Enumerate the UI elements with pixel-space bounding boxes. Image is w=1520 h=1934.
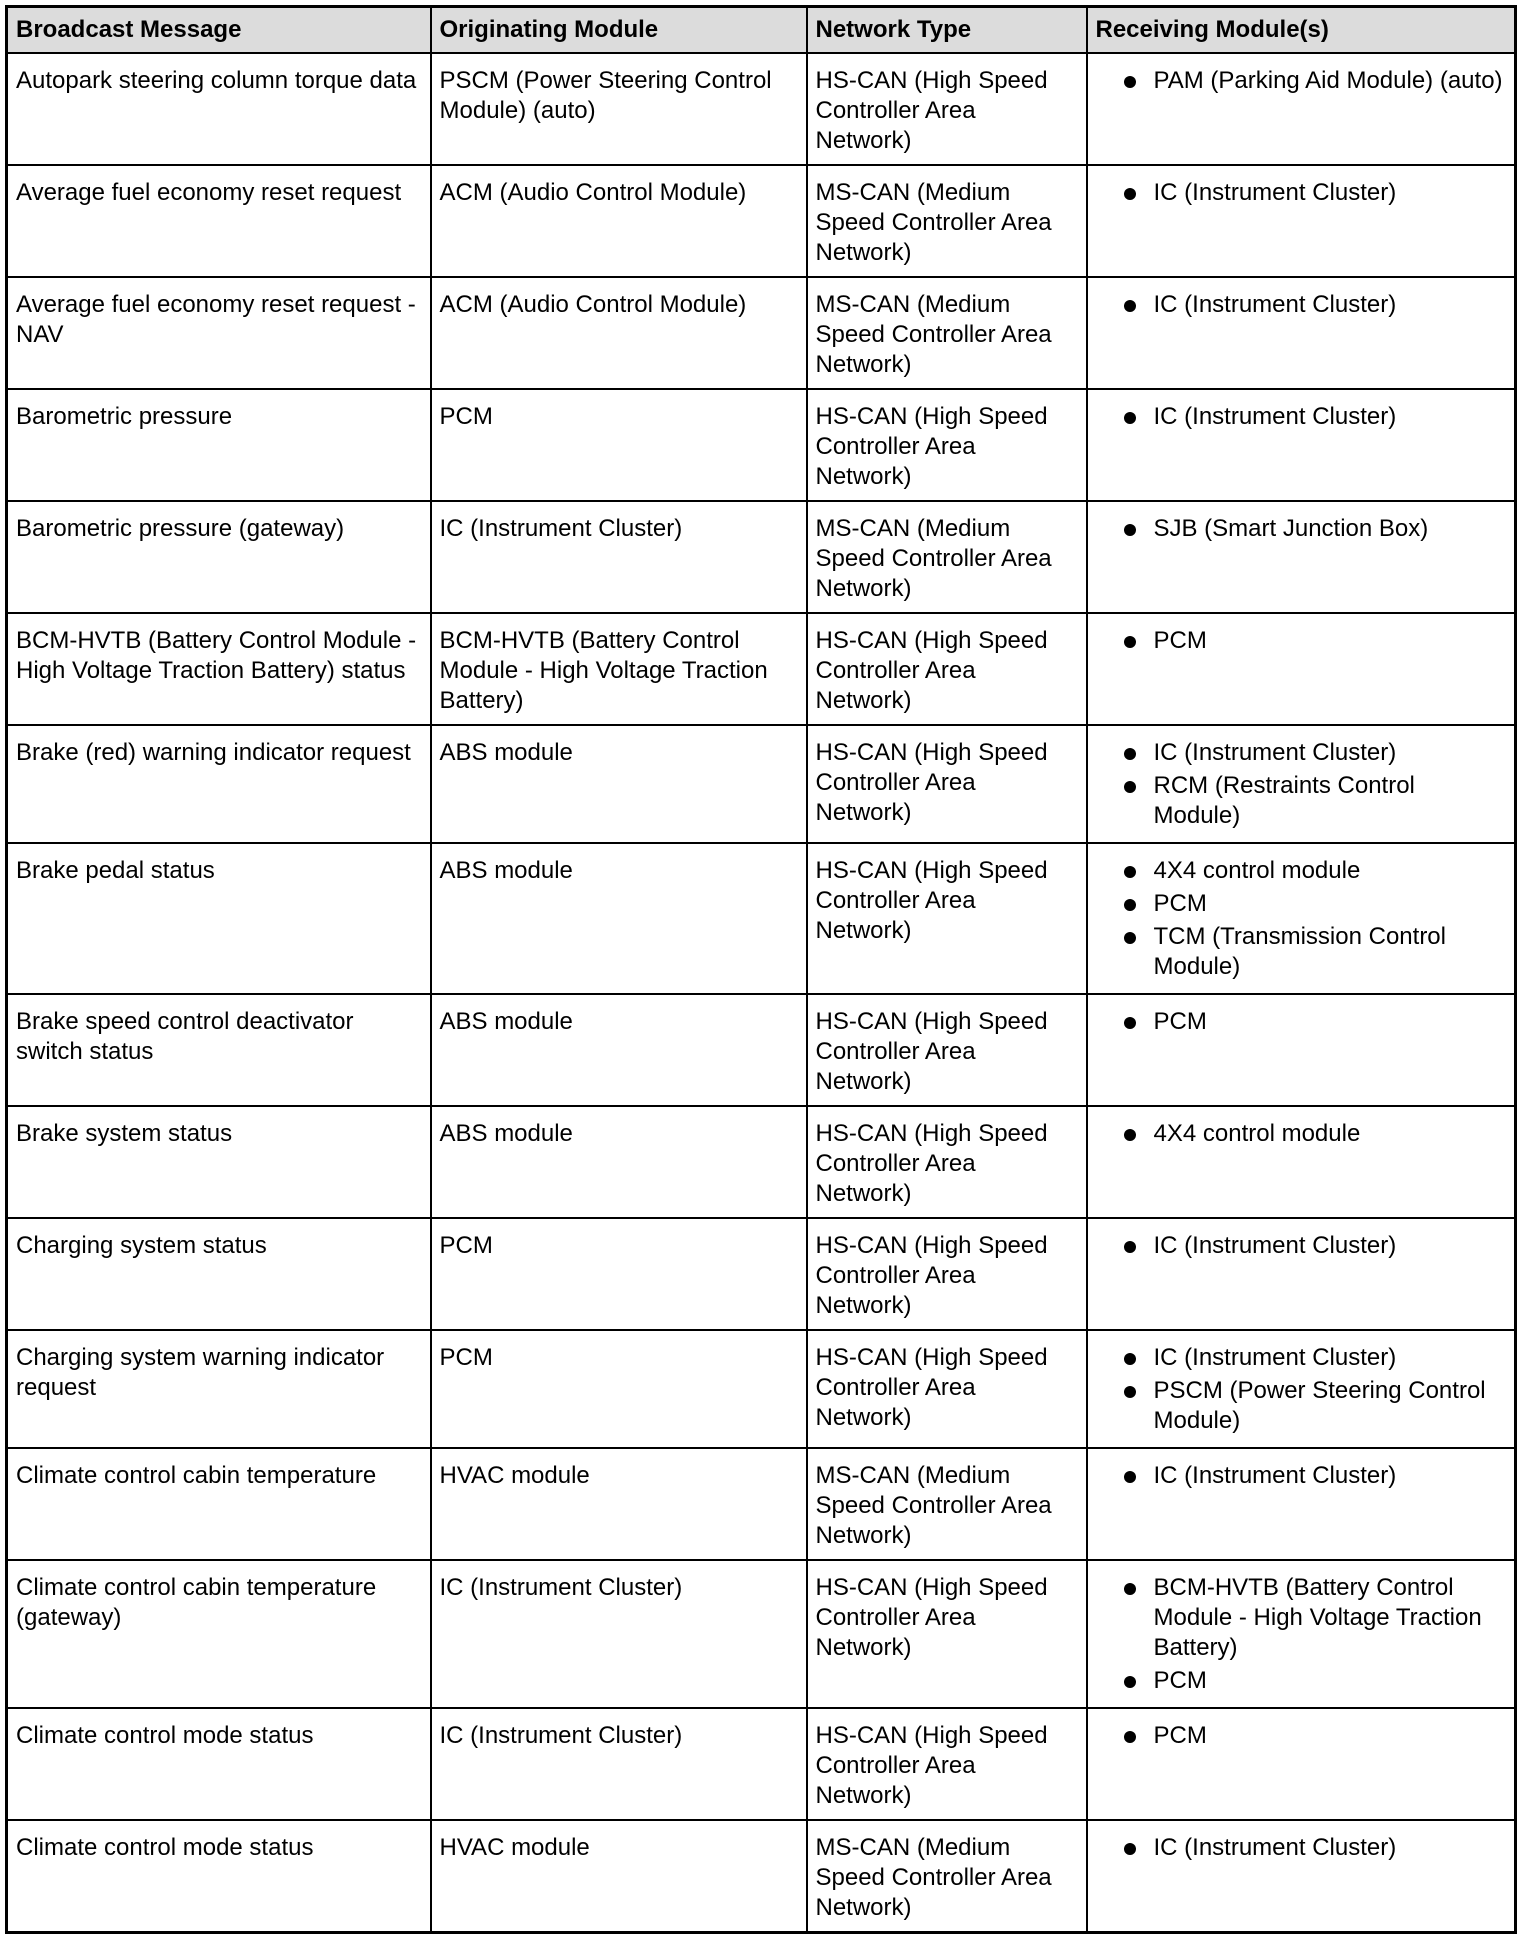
network-type-cell: MS-CAN (Medium Speed Controller Area Network): [807, 277, 1087, 389]
originating-module-cell: HVAC module: [431, 1820, 807, 1933]
table-row: [7, 1560, 1516, 1708]
receiving-module-item: RCM (Restraints Control Module): [1096, 771, 1507, 831]
network-type-cell: HS-CAN (High Speed Controller Area Network): [807, 53, 1087, 165]
receiving-module-item: BCM-HVTB (Battery Control Module - High Voltage Traction Battery): [1096, 1573, 1507, 1663]
table-row: [7, 1448, 1516, 1560]
broadcast-message-cell: Brake (red) warning indicator request: [7, 725, 431, 843]
receiving-modules-cell: [1087, 501, 1516, 613]
receiving-module-list: [1096, 1231, 1507, 1261]
table-row: [7, 1218, 1516, 1330]
table-row: [7, 994, 1516, 1106]
broadcast-message-cell: Brake system status: [7, 1106, 431, 1218]
header-originating-module: Originating Module: [431, 7, 807, 54]
receiving-module-item: IC (Instrument Cluster): [1096, 290, 1507, 320]
receiving-modules-cell: [1087, 1218, 1516, 1330]
receiving-modules-cell: [1087, 994, 1516, 1106]
receiving-module-list: [1096, 1573, 1507, 1696]
receiving-modules-cell: [1087, 1106, 1516, 1218]
receiving-module-list: [1096, 1343, 1507, 1436]
receiving-module-item: IC (Instrument Cluster): [1096, 738, 1507, 768]
originating-module-cell: PSCM (Power Steering Control Module) (auto): [431, 53, 807, 165]
receiving-module-item: PCM: [1096, 626, 1507, 656]
table-row: [7, 1820, 1516, 1933]
receiving-module-list: [1096, 178, 1507, 208]
table-row: [7, 725, 1516, 843]
table-row: [7, 501, 1516, 613]
originating-module-cell: ABS module: [431, 843, 807, 994]
header-receiving-modules: Receiving Module(s): [1087, 7, 1516, 54]
network-type-cell: HS-CAN (High Speed Controller Area Network): [807, 1330, 1087, 1448]
table-row: [7, 53, 1516, 165]
network-type-cell: HS-CAN (High Speed Controller Area Network): [807, 725, 1087, 843]
receiving-module-item: IC (Instrument Cluster): [1096, 1343, 1507, 1373]
table-row: [7, 613, 1516, 725]
broadcast-message-cell: Barometric pressure (gateway): [7, 501, 431, 613]
receiving-module-list: [1096, 626, 1507, 656]
originating-module-cell: ABS module: [431, 994, 807, 1106]
receiving-modules-cell: [1087, 1820, 1516, 1933]
receiving-module-list: [1096, 1119, 1507, 1149]
receiving-module-item: PCM: [1096, 889, 1507, 919]
broadcast-message-cell: Average fuel economy reset request - NAV: [7, 277, 431, 389]
receiving-module-item: IC (Instrument Cluster): [1096, 178, 1507, 208]
receiving-module-list: [1096, 1721, 1507, 1751]
broadcast-message-cell: Autopark steering column torque data: [7, 53, 431, 165]
receiving-module-item: PSCM (Power Steering Control Module): [1096, 1376, 1507, 1436]
receiving-module-item: PAM (Parking Aid Module) (auto): [1096, 66, 1507, 96]
broadcast-message-cell: Charging system status: [7, 1218, 431, 1330]
table-body: [7, 53, 1516, 1933]
broadcast-message-cell: Climate control cabin temperature: [7, 1448, 431, 1560]
table-row: [7, 165, 1516, 277]
originating-module-cell: PCM: [431, 1218, 807, 1330]
network-type-cell: HS-CAN (High Speed Controller Area Network): [807, 1106, 1087, 1218]
originating-module-cell: IC (Instrument Cluster): [431, 1560, 807, 1708]
originating-module-cell: ABS module: [431, 1106, 807, 1218]
receiving-module-item: PCM: [1096, 1721, 1507, 1751]
receiving-module-list: [1096, 856, 1507, 982]
receiving-module-list: [1096, 290, 1507, 320]
receiving-modules-cell: [1087, 277, 1516, 389]
table-row: [7, 843, 1516, 994]
receiving-modules-cell: [1087, 165, 1516, 277]
receiving-module-list: [1096, 1461, 1507, 1491]
receiving-modules-cell: [1087, 389, 1516, 501]
network-type-cell: HS-CAN (High Speed Controller Area Network): [807, 1218, 1087, 1330]
receiving-modules-cell: [1087, 843, 1516, 994]
originating-module-cell: ACM (Audio Control Module): [431, 277, 807, 389]
header-network-type: Network Type: [807, 7, 1087, 54]
receiving-module-item: SJB (Smart Junction Box): [1096, 514, 1507, 544]
broadcast-message-cell: Brake speed control deactivator switch status: [7, 994, 431, 1106]
broadcast-message-cell: Climate control mode status: [7, 1708, 431, 1820]
receiving-modules-cell: [1087, 613, 1516, 725]
receiving-module-list: [1096, 1007, 1507, 1037]
receiving-modules-cell: [1087, 725, 1516, 843]
receiving-module-item: IC (Instrument Cluster): [1096, 1231, 1507, 1261]
table-row: [7, 277, 1516, 389]
receiving-modules-cell: [1087, 1330, 1516, 1448]
receiving-module-item: PCM: [1096, 1007, 1507, 1037]
network-type-cell: HS-CAN (High Speed Controller Area Network): [807, 843, 1087, 994]
receiving-module-list: [1096, 402, 1507, 432]
broadcast-message-table: [5, 5, 1517, 1934]
receiving-module-item: 4X4 control module: [1096, 1119, 1507, 1149]
receiving-module-list: [1096, 738, 1507, 831]
broadcast-message-cell: Climate control cabin temperature (gateway): [7, 1560, 431, 1708]
network-type-cell: HS-CAN (High Speed Controller Area Network): [807, 613, 1087, 725]
receiving-modules-cell: [1087, 1560, 1516, 1708]
document-page: [5, 5, 1514, 1921]
network-type-cell: MS-CAN (Medium Speed Controller Area Network): [807, 1820, 1087, 1933]
network-type-cell: HS-CAN (High Speed Controller Area Network): [807, 994, 1087, 1106]
network-type-cell: HS-CAN (High Speed Controller Area Network): [807, 1560, 1087, 1708]
table-header: [7, 7, 1516, 54]
receiving-module-item: 4X4 control module: [1096, 856, 1507, 886]
network-type-cell: MS-CAN (Medium Speed Controller Area Network): [807, 165, 1087, 277]
originating-module-cell: IC (Instrument Cluster): [431, 501, 807, 613]
header-row: [7, 7, 1516, 54]
broadcast-message-cell: Climate control mode status: [7, 1820, 431, 1933]
receiving-module-list: [1096, 514, 1507, 544]
receiving-modules-cell: [1087, 1708, 1516, 1820]
originating-module-cell: ACM (Audio Control Module): [431, 165, 807, 277]
receiving-module-item: IC (Instrument Cluster): [1096, 1461, 1507, 1491]
broadcast-message-cell: Barometric pressure: [7, 389, 431, 501]
network-type-cell: MS-CAN (Medium Speed Controller Area Network): [807, 501, 1087, 613]
header-broadcast-message: Broadcast Message: [7, 7, 431, 54]
network-type-cell: MS-CAN (Medium Speed Controller Area Network): [807, 1448, 1087, 1560]
receiving-module-item: IC (Instrument Cluster): [1096, 402, 1507, 432]
network-type-cell: HS-CAN (High Speed Controller Area Network): [807, 1708, 1087, 1820]
receiving-module-item: IC (Instrument Cluster): [1096, 1833, 1507, 1863]
receiving-module-item: PCM: [1096, 1666, 1507, 1696]
receiving-module-item: TCM (Transmission Control Module): [1096, 922, 1507, 982]
broadcast-message-cell: BCM-HVTB (Battery Control Module - High Voltage Traction Battery) status: [7, 613, 431, 725]
receiving-modules-cell: [1087, 53, 1516, 165]
receiving-module-list: [1096, 66, 1507, 96]
receiving-modules-cell: [1087, 1448, 1516, 1560]
originating-module-cell: HVAC module: [431, 1448, 807, 1560]
originating-module-cell: BCM-HVTB (Battery Control Module - High Voltage Traction Battery): [431, 613, 807, 725]
originating-module-cell: IC (Instrument Cluster): [431, 1708, 807, 1820]
table-row: [7, 1708, 1516, 1820]
broadcast-message-cell: Average fuel economy reset request: [7, 165, 431, 277]
originating-module-cell: PCM: [431, 389, 807, 501]
network-type-cell: HS-CAN (High Speed Controller Area Network): [807, 389, 1087, 501]
receiving-module-list: [1096, 1833, 1507, 1863]
originating-module-cell: PCM: [431, 1330, 807, 1448]
table-row: [7, 1106, 1516, 1218]
table-row: [7, 389, 1516, 501]
broadcast-message-cell: Charging system warning indicator request: [7, 1330, 431, 1448]
table-row: [7, 1330, 1516, 1448]
originating-module-cell: ABS module: [431, 725, 807, 843]
broadcast-message-cell: Brake pedal status: [7, 843, 431, 994]
